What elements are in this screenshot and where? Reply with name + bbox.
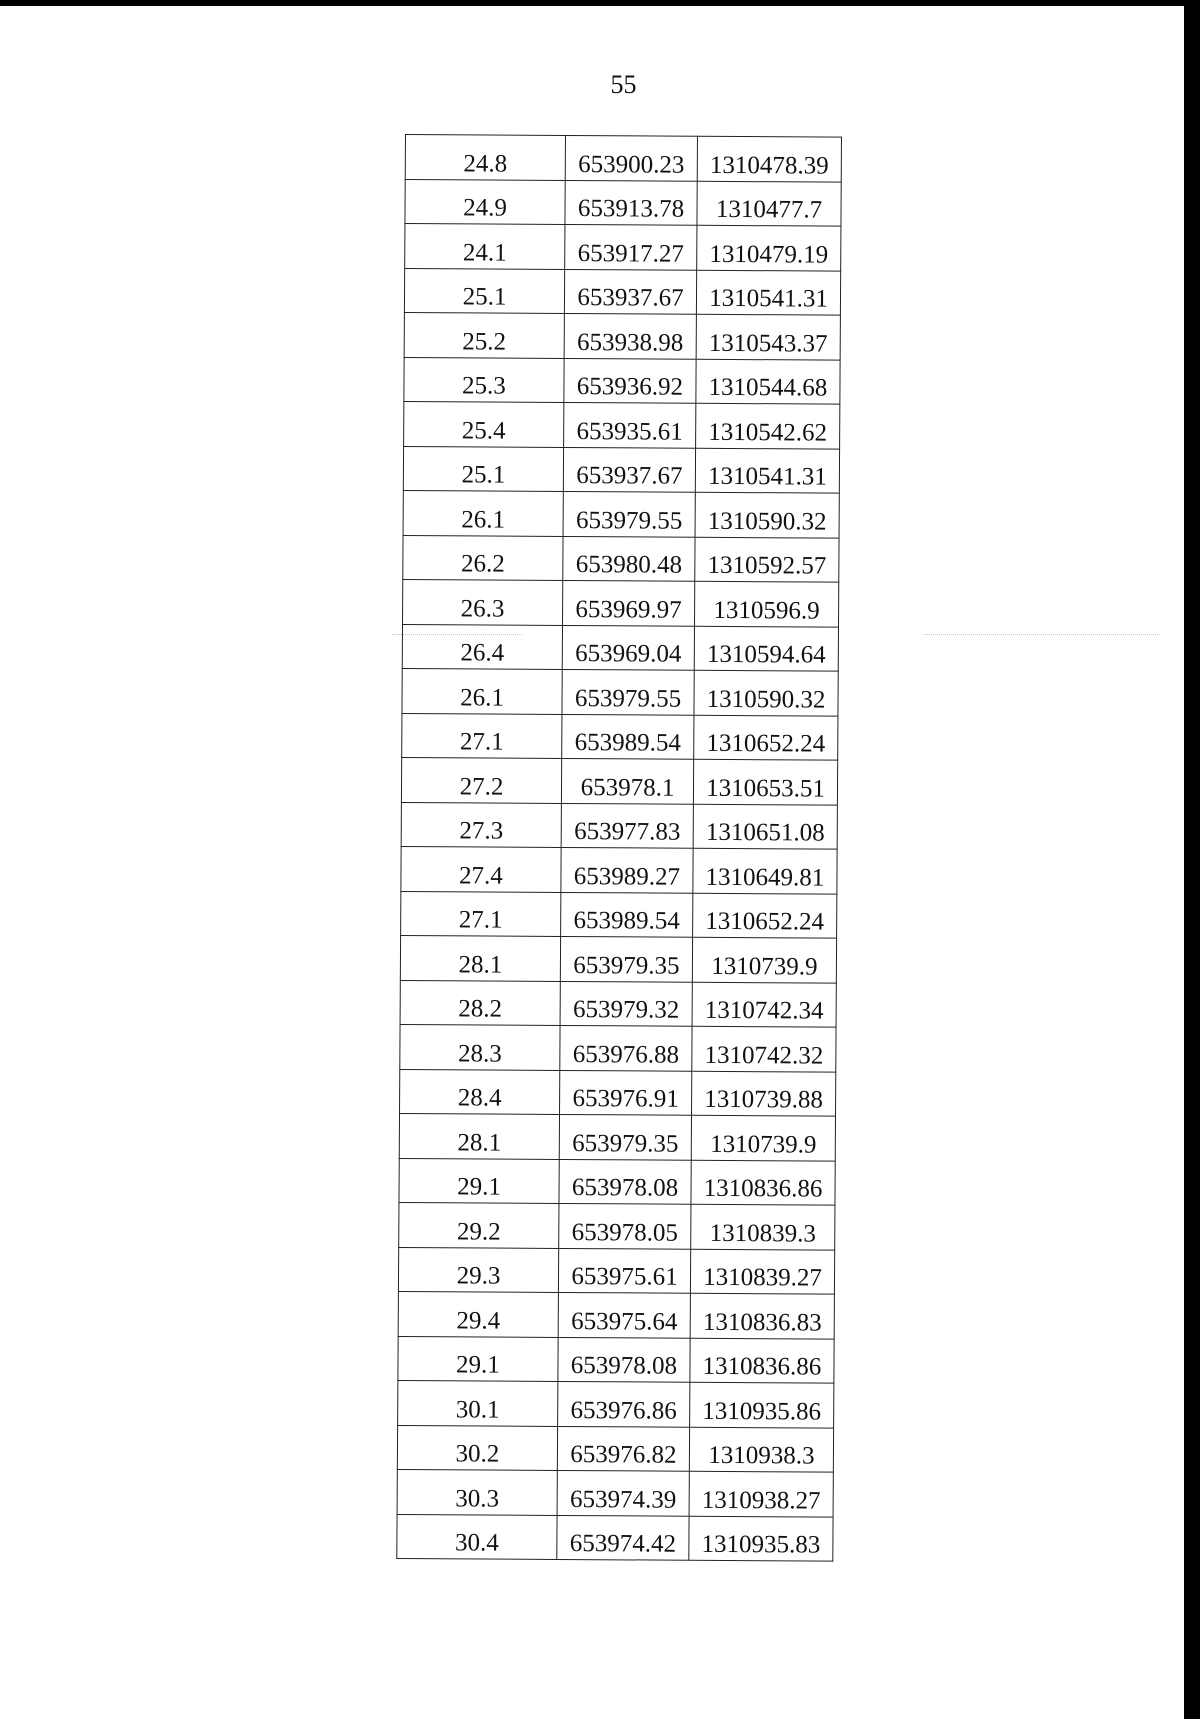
table-row bbox=[400, 980, 836, 1027]
x-coordinate-cell: 653989.54 bbox=[561, 892, 693, 937]
x-coordinate-cell: 653975.64 bbox=[558, 1292, 690, 1337]
table-row bbox=[401, 846, 837, 893]
x-coordinate-cell: 653913.78 bbox=[565, 180, 697, 225]
y-coordinate-cell: 1310652.24 bbox=[694, 715, 838, 760]
point-id-cell: 29.1 bbox=[399, 1158, 559, 1203]
y-coordinate-cell: 1310938.3 bbox=[689, 1427, 833, 1472]
point-id-cell: 28.2 bbox=[400, 980, 560, 1025]
y-coordinate-cell: 1310839.3 bbox=[691, 1204, 835, 1249]
table-row bbox=[403, 579, 839, 626]
table-row bbox=[404, 312, 840, 359]
point-id-cell: 28.1 bbox=[399, 1113, 559, 1158]
y-coordinate-cell: 1310478.39 bbox=[697, 136, 841, 181]
table-row bbox=[397, 1469, 833, 1516]
table-row bbox=[399, 1158, 835, 1205]
y-coordinate-cell: 1310839.27 bbox=[690, 1249, 834, 1294]
point-id-cell: 27.1 bbox=[402, 713, 562, 758]
x-coordinate-cell: 653974.39 bbox=[557, 1470, 689, 1515]
y-coordinate-cell: 1310596.9 bbox=[695, 581, 839, 626]
table-row bbox=[404, 357, 840, 404]
point-id-cell: 26.1 bbox=[402, 668, 562, 713]
x-coordinate-cell: 653900.23 bbox=[565, 135, 697, 180]
point-id-cell: 26.4 bbox=[402, 624, 562, 669]
point-id-cell: 24.1 bbox=[405, 224, 565, 269]
x-coordinate-cell: 653976.88 bbox=[560, 1025, 692, 1070]
y-coordinate-cell: 1310541.31 bbox=[696, 270, 840, 315]
table-row bbox=[403, 535, 839, 582]
table-row bbox=[401, 802, 837, 849]
x-coordinate-cell: 653989.54 bbox=[562, 714, 694, 759]
x-coordinate-cell: 653978.08 bbox=[559, 1159, 691, 1204]
table-row bbox=[404, 401, 840, 448]
y-coordinate-cell: 1310739.88 bbox=[692, 1071, 836, 1116]
x-coordinate-cell: 653979.35 bbox=[560, 936, 692, 981]
table-row bbox=[398, 1247, 834, 1294]
y-coordinate-cell: 1310836.83 bbox=[690, 1293, 834, 1338]
table-row bbox=[400, 935, 836, 982]
y-coordinate-cell: 1310836.86 bbox=[691, 1160, 835, 1205]
scanned-page bbox=[0, 6, 1184, 1719]
x-coordinate-cell: 653979.55 bbox=[563, 491, 695, 536]
point-id-cell: 27.2 bbox=[401, 757, 561, 802]
point-id-cell: 30.3 bbox=[397, 1469, 557, 1514]
x-coordinate-cell: 653979.35 bbox=[559, 1114, 691, 1159]
point-id-cell: 25.2 bbox=[404, 312, 564, 357]
coordinates-table bbox=[396, 134, 842, 1562]
point-id-cell: 25.1 bbox=[403, 446, 563, 491]
scan-artifact-dots bbox=[924, 634, 1160, 635]
table-row bbox=[397, 1514, 833, 1561]
y-coordinate-cell: 1310742.32 bbox=[692, 1026, 836, 1071]
table-row bbox=[398, 1291, 834, 1338]
point-id-cell: 29.1 bbox=[398, 1336, 558, 1381]
x-coordinate-cell: 653917.27 bbox=[565, 224, 697, 269]
y-coordinate-cell: 1310653.51 bbox=[693, 759, 837, 804]
table-row bbox=[405, 135, 841, 182]
x-coordinate-cell: 653980.48 bbox=[563, 536, 695, 581]
table-row bbox=[401, 891, 837, 938]
point-id-cell: 24.8 bbox=[405, 135, 565, 180]
y-coordinate-cell: 1310479.19 bbox=[697, 225, 841, 270]
y-coordinate-cell: 1310739.9 bbox=[692, 937, 836, 982]
y-coordinate-cell: 1310836.86 bbox=[690, 1338, 834, 1383]
table-row bbox=[400, 1069, 836, 1116]
point-id-cell: 27.3 bbox=[401, 802, 561, 847]
y-coordinate-cell: 1310651.08 bbox=[693, 804, 837, 849]
table-row bbox=[398, 1380, 834, 1427]
y-coordinate-cell: 1310594.64 bbox=[694, 626, 838, 671]
y-coordinate-cell: 1310477.7 bbox=[697, 181, 841, 226]
x-coordinate-cell: 653977.83 bbox=[561, 803, 693, 848]
point-id-cell: 24.9 bbox=[405, 179, 565, 224]
x-coordinate-cell: 653976.86 bbox=[558, 1381, 690, 1426]
point-id-cell: 29.2 bbox=[399, 1202, 559, 1247]
table-row bbox=[403, 490, 839, 537]
table-row bbox=[404, 268, 840, 315]
table-row bbox=[398, 1336, 834, 1383]
point-id-cell: 26.1 bbox=[403, 490, 563, 535]
y-coordinate-cell: 1310592.57 bbox=[695, 537, 839, 582]
y-coordinate-cell: 1310739.9 bbox=[691, 1115, 835, 1160]
point-id-cell: 26.3 bbox=[403, 579, 563, 624]
point-id-cell: 29.4 bbox=[398, 1291, 558, 1336]
x-coordinate-cell: 653938.98 bbox=[564, 313, 696, 358]
point-id-cell: 29.3 bbox=[398, 1247, 558, 1292]
point-id-cell: 30.2 bbox=[397, 1425, 557, 1470]
table-row bbox=[402, 668, 838, 715]
x-coordinate-cell: 653937.67 bbox=[563, 447, 695, 492]
table-row bbox=[402, 713, 838, 760]
page-number: 55 bbox=[610, 70, 637, 99]
x-coordinate-cell: 653976.91 bbox=[560, 1070, 692, 1115]
x-coordinate-cell: 653978.1 bbox=[561, 758, 693, 803]
table-row bbox=[402, 624, 838, 671]
x-coordinate-cell: 653935.61 bbox=[564, 402, 696, 447]
x-coordinate-cell: 653979.32 bbox=[560, 981, 692, 1026]
x-coordinate-cell: 653937.67 bbox=[564, 269, 696, 314]
point-id-cell: 25.1 bbox=[404, 268, 564, 313]
point-id-cell: 27.1 bbox=[401, 891, 561, 936]
x-coordinate-cell: 653969.97 bbox=[563, 580, 695, 625]
y-coordinate-cell: 1310742.34 bbox=[692, 982, 836, 1027]
point-id-cell: 25.3 bbox=[404, 357, 564, 402]
table-row bbox=[400, 1024, 836, 1071]
y-coordinate-cell: 1310935.83 bbox=[689, 1516, 833, 1561]
y-coordinate-cell: 1310938.27 bbox=[689, 1471, 833, 1516]
x-coordinate-cell: 653936.92 bbox=[564, 358, 696, 403]
y-coordinate-cell: 1310649.81 bbox=[693, 848, 837, 893]
x-coordinate-cell: 653978.05 bbox=[559, 1203, 691, 1248]
y-coordinate-cell: 1310652.24 bbox=[693, 893, 837, 938]
coordinates-table-body bbox=[397, 135, 842, 1562]
table-row bbox=[403, 446, 839, 493]
y-coordinate-cell: 1310935.86 bbox=[690, 1382, 834, 1427]
x-coordinate-cell: 653979.55 bbox=[562, 669, 694, 714]
table-row bbox=[399, 1113, 835, 1160]
x-coordinate-cell: 653969.04 bbox=[562, 625, 694, 670]
point-id-cell: 28.3 bbox=[400, 1024, 560, 1069]
table-row bbox=[401, 757, 837, 804]
table-row bbox=[399, 1202, 835, 1249]
point-id-cell: 30.1 bbox=[398, 1380, 558, 1425]
y-coordinate-cell: 1310543.37 bbox=[696, 314, 840, 359]
y-coordinate-cell: 1310542.62 bbox=[696, 403, 840, 448]
point-id-cell: 28.1 bbox=[400, 935, 560, 980]
point-id-cell: 27.4 bbox=[401, 846, 561, 891]
table-row bbox=[405, 224, 841, 271]
x-coordinate-cell: 653989.27 bbox=[561, 847, 693, 892]
x-coordinate-cell: 653978.08 bbox=[558, 1337, 690, 1382]
point-id-cell: 26.2 bbox=[403, 535, 563, 580]
point-id-cell: 30.4 bbox=[397, 1514, 557, 1559]
table-row bbox=[397, 1425, 833, 1472]
y-coordinate-cell: 1310590.32 bbox=[695, 492, 839, 537]
table-row bbox=[405, 179, 841, 226]
point-id-cell: 25.4 bbox=[404, 401, 564, 446]
x-coordinate-cell: 653975.61 bbox=[558, 1248, 690, 1293]
y-coordinate-cell: 1310541.31 bbox=[695, 448, 839, 493]
point-id-cell: 28.4 bbox=[400, 1069, 560, 1114]
x-coordinate-cell: 653976.82 bbox=[557, 1426, 689, 1471]
x-coordinate-cell: 653974.42 bbox=[557, 1515, 689, 1560]
y-coordinate-cell: 1310544.68 bbox=[696, 359, 840, 404]
y-coordinate-cell: 1310590.32 bbox=[694, 670, 838, 715]
